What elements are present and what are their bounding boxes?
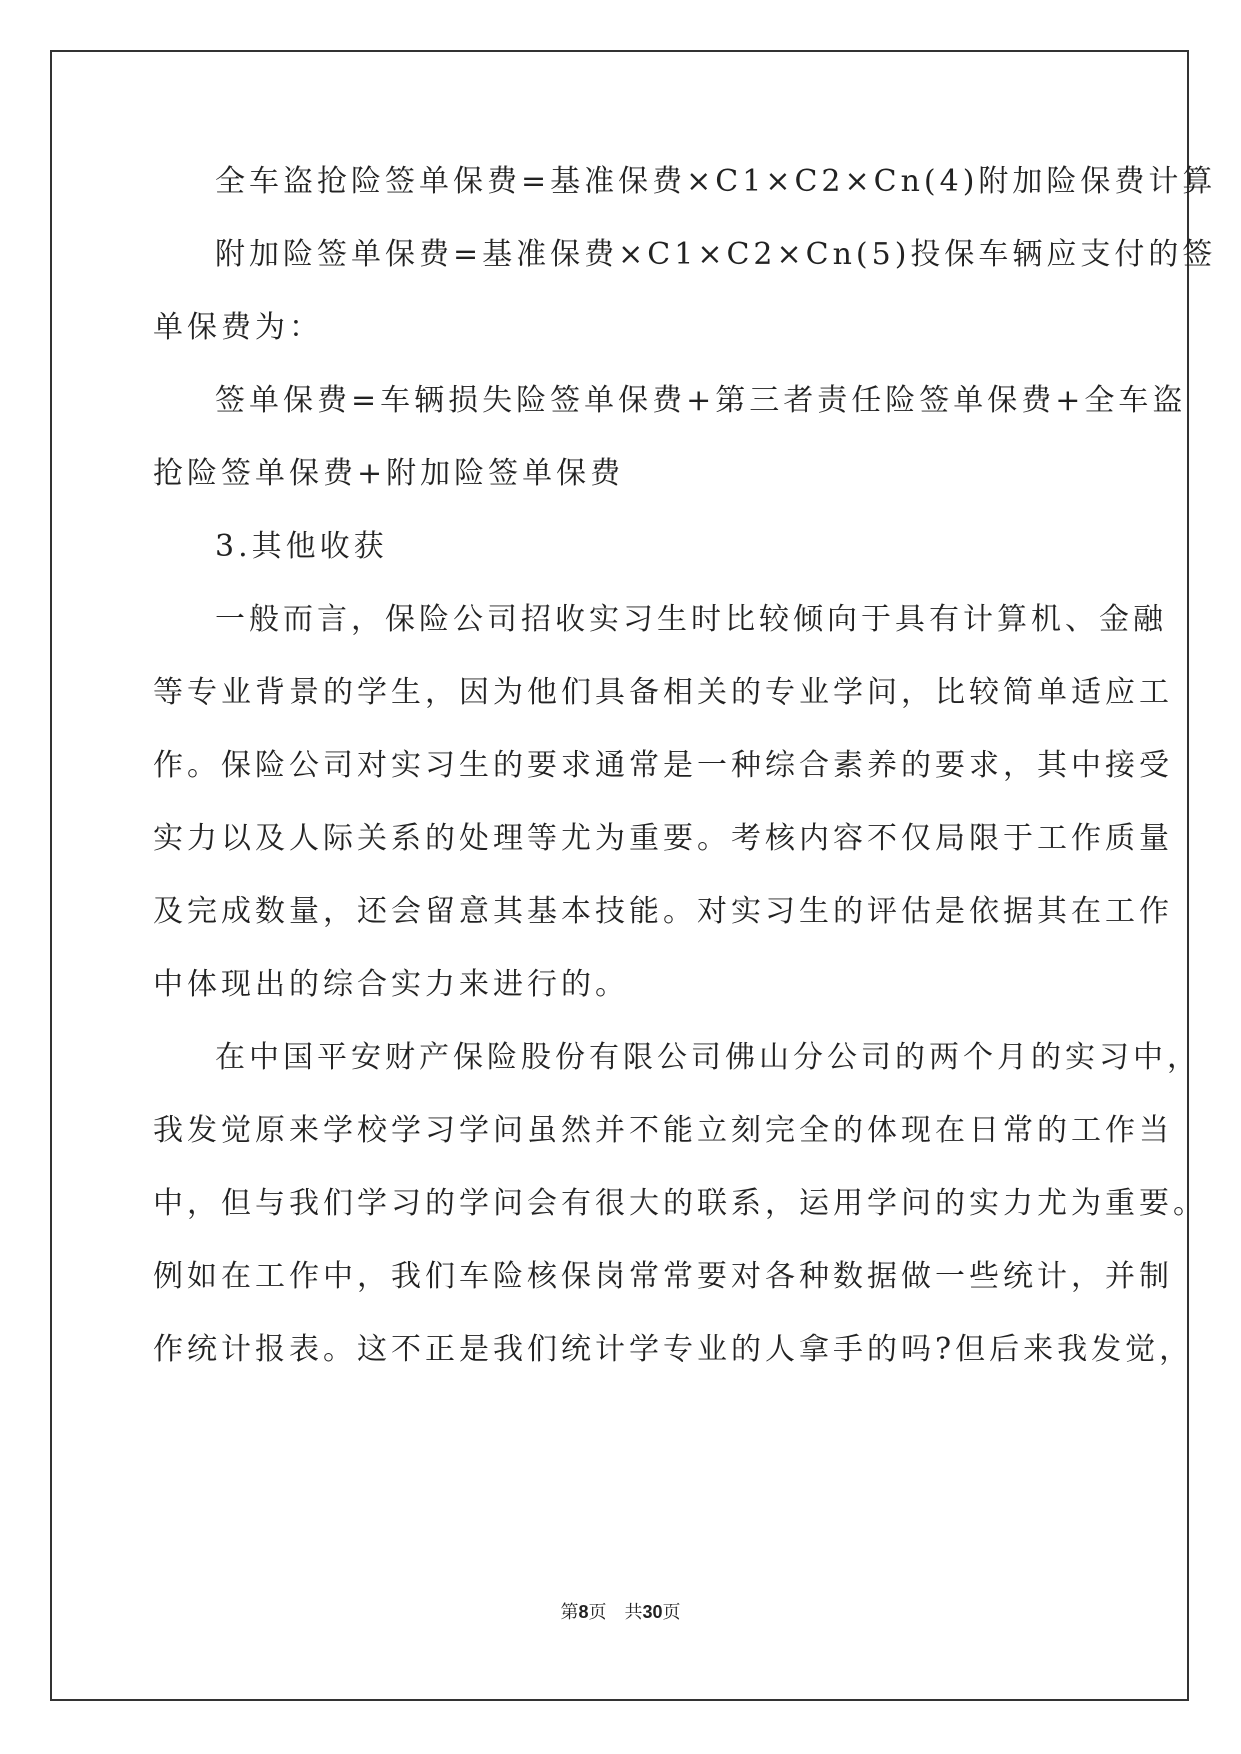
text-line: 中体现出的综合实力来进行的。 — [153, 967, 629, 1002]
page-frame — [50, 50, 1189, 1701]
text-line: 实力以及人际关系的处理等尤为重要。考核内容不仅局限于工作质量 — [153, 821, 1173, 856]
text-line: 作。保险公司对实习生的要求通常是一种综合素养的要求，其中接受 — [153, 748, 1173, 783]
text-line: 例如在工作中，我们车险核保岗常常要对各种数据做一些统计，并制 — [153, 1259, 1173, 1294]
section-heading: 3.其他收获 — [215, 529, 388, 564]
text-line: 作统计报表。这不正是我们统计学专业的人拿手的吗?但后来我发觉， — [153, 1332, 1194, 1367]
footer-suffix: 页 — [662, 1602, 681, 1623]
current-page-number: 8 — [578, 1602, 589, 1622]
text-line: 我发觉原来学校学习学问虽然并不能立刻完全的体现在日常的工作当 — [153, 1113, 1173, 1148]
page-footer — [0, 1600, 1241, 1625]
text-line: 抢险签单保费+附加险签单保费 — [153, 456, 625, 491]
footer-prefix: 第 — [560, 1602, 579, 1623]
text-line: 单保费为： — [153, 310, 323, 345]
text-line: 在中国平安财产保险股份有限公司佛山分公司的两个月的实习中， — [215, 1040, 1201, 1075]
text-line: 及完成数量，还会留意其基本技能。对实习生的评估是依据其在工作 — [153, 894, 1173, 929]
text-line: 一般而言，保险公司招收实习生时比较倾向于具有计算机、金融 — [215, 602, 1167, 637]
text-line: 全车盗抢险签单保费=基准保费×C1×C2×Cn(4)附加险保费计算 — [215, 164, 1217, 199]
text-line: 中，但与我们学习的学问会有很大的联系，运用学问的实力尤为重要。 — [153, 1186, 1207, 1221]
footer-middle: 页 共 — [588, 1602, 643, 1623]
total-page-count: 30 — [642, 1602, 663, 1622]
text-line: 附加险签单保费=基准保费×C1×C2×Cn(5)投保车辆应支付的签 — [215, 237, 1217, 272]
text-line: 等专业背景的学生，因为他们具备相关的专业学问，比较简单适应工 — [153, 675, 1173, 710]
text-line: 签单保费=车辆损失险签单保费+第三者责任险签单保费+全车盗 — [215, 383, 1187, 418]
